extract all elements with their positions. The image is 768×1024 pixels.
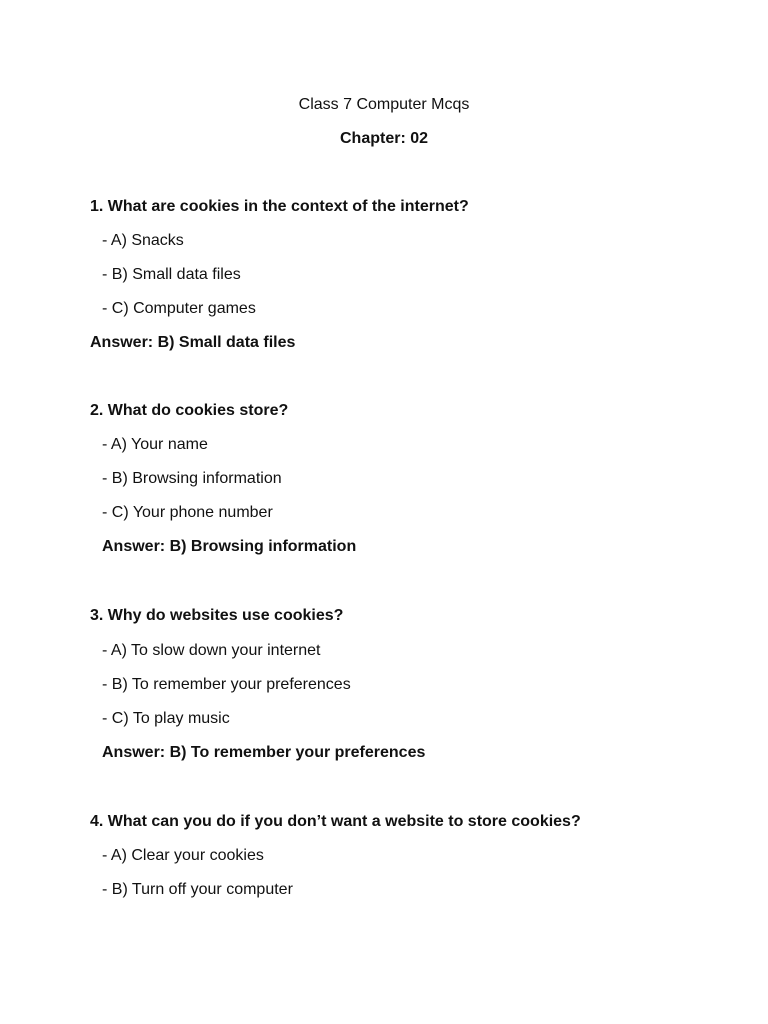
question-1-answer: Answer: B) Small data files [90,334,296,351]
question-1-option-a: - A) Snacks [102,232,184,249]
question-2-option-a: - A) Your name [102,436,208,453]
question-1-text: 1. What are cookies in the context of the internet? [90,198,469,215]
question-1-option-c: - C) Computer games [102,300,256,317]
document-title: Class 7 Computer Mcqs [298,96,470,113]
chapter-heading: Chapter: 02 [339,130,429,147]
question-2-answer: Answer: B) Browsing information [102,538,357,555]
question-3-answer: Answer: B) To remember your preferences [102,744,426,761]
question-1-option-b: - B) Small data files [102,266,241,283]
question-4-option-b: - B) Turn off your computer [102,881,293,898]
question-4-text: 4. What can you do if you don’t want a website to store cookies? [90,813,581,830]
question-3-text: 3. Why do websites use cookies? [90,607,344,624]
question-2-option-b: - B) Browsing information [102,470,282,487]
question-3-option-c: - C) To play music [102,710,230,727]
question-4-option-a: - A) Clear your cookies [102,847,264,864]
question-2-text: 2. What do cookies store? [90,402,289,419]
question-2-option-c: - C) Your phone number [102,504,273,521]
question-3-option-b: - B) To remember your preferences [102,676,351,693]
question-3-option-a: - A) To slow down your internet [102,642,321,659]
